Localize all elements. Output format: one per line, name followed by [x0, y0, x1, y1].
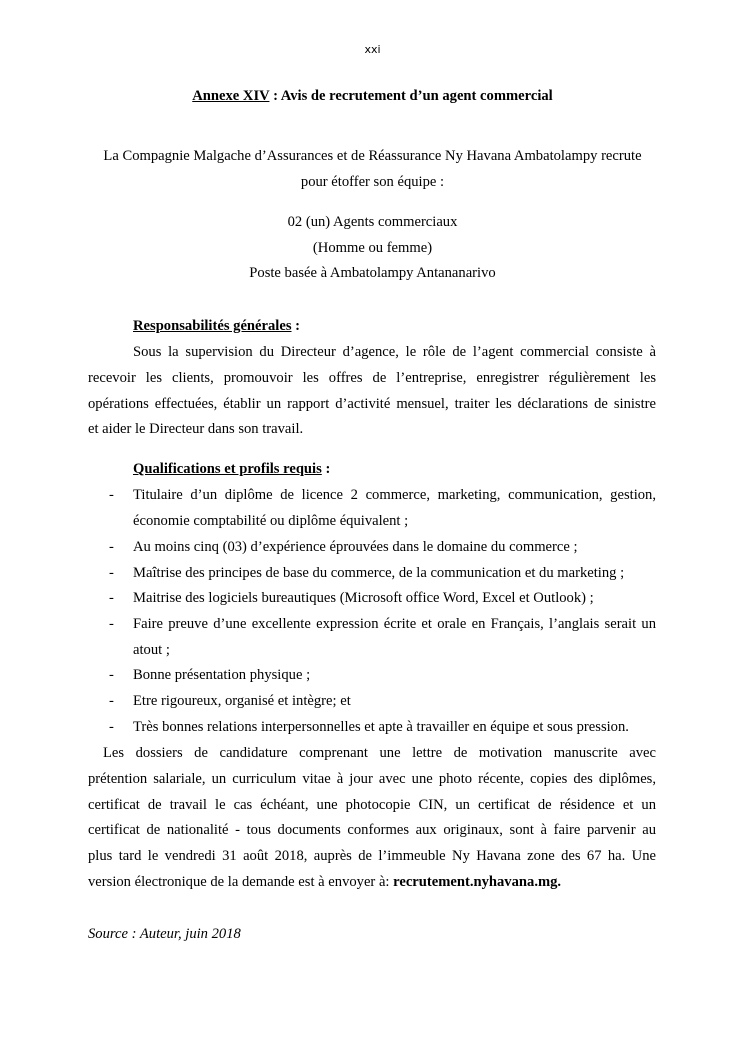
- qualifications-heading-colon: :: [321, 461, 331, 477]
- source-note: Source : Auteur, juin 2018: [88, 926, 241, 942]
- intro-line-2: pour étoffer son équipe :: [300, 174, 445, 190]
- annex-label: Annexe XIV: [192, 88, 270, 104]
- bullet-dash: -: [109, 719, 114, 735]
- qualification-item-3: Maîtrise des principes de base du commerce, de la communication et du marketing ;: [133, 565, 625, 581]
- qualification-item-5-line-2: atout ;: [133, 642, 170, 658]
- qualification-item-1-line-1: Titulaire d’un diplôme de licence 2 commerce, marketing, communication, gestion,: [133, 487, 656, 503]
- intro-line-1: La Compagnie Malgache d’Assurances et de Réassurance Ny Havana Ambatolampy recrute: [103, 148, 642, 164]
- application-line-4: certificat de nationalité - tous documents conformes aux originaux, sont à faire parvenir au: [88, 822, 656, 838]
- page-title: [0, 88, 745, 105]
- responsibilities-heading-text: Responsabilités générales: [133, 318, 292, 334]
- bullet-dash: -: [109, 667, 114, 683]
- application-line-5: plus tard le vendredi 31 août 2018, auprès de l’immeuble Ny Havana zone des 67 ha. Une: [88, 848, 656, 864]
- responsibilities-heading: [133, 318, 300, 335]
- page-number: xxi: [364, 43, 381, 56]
- bullet-dash: -: [109, 616, 114, 632]
- qualification-item-4: Maitrise des logiciels bureautiques (Microsoft office Word, Excel et Outlook) ;: [133, 590, 594, 606]
- application-line-1: Les dossiers de candidature comprenant une lettre de motivation manuscrite avec: [103, 745, 656, 761]
- title-text: : Avis de recrutement d’un agent commercial: [269, 88, 553, 104]
- qualifications-heading: [133, 461, 330, 478]
- application-line-6-text: version électronique de la demande est à envoyer à:: [88, 874, 394, 890]
- responsibilities-line-3: opérations effectuées, établir un rapport d’activité mensuel, traiter les déclarations de sinistre: [88, 396, 656, 412]
- responsibilities-line-1: Sous la supervision du Directeur d’agence, le rôle de l’agent commercial consiste à: [133, 344, 656, 360]
- position-location: Poste basée à Ambatolampy Antananarivo: [249, 265, 496, 281]
- responsibilities-line-2: recevoir les clients, promouvoir les offres de l’entreprise, enregistrer régulièrement les: [88, 370, 656, 386]
- bullet-dash: -: [109, 693, 114, 709]
- qualification-item-8: Très bonnes relations interpersonnelles et apte à travailler en équipe et sous pression.: [133, 719, 629, 735]
- responsibilities-heading-colon: :: [291, 318, 301, 334]
- position-count: 02 (un) Agents commerciaux: [287, 214, 458, 230]
- application-email: recrutement.nyhavana.mg.: [393, 874, 562, 890]
- responsibilities-line-4: et aider le Directeur dans son travail.: [88, 421, 304, 437]
- bullet-dash: -: [109, 590, 114, 606]
- application-line-3: certificat de travail le cas échéant, une photocopie CIN, un certificat de résidence et un: [88, 797, 656, 813]
- bullet-dash: -: [109, 487, 114, 503]
- bullet-dash: -: [109, 539, 114, 555]
- qualification-item-6: Bonne présentation physique ;: [133, 667, 311, 683]
- application-line-6: [88, 874, 561, 891]
- qualification-item-5-line-1: Faire preuve d’une excellente expression écrite et orale en Français, l’anglais serait un: [133, 616, 656, 632]
- qualification-item-7: Etre rigoureux, organisé et intègre; et: [133, 693, 351, 709]
- qualifications-heading-text: Qualifications et profils requis: [133, 461, 322, 477]
- bullet-dash: -: [109, 565, 114, 581]
- position-gender: (Homme ou femme): [312, 240, 433, 256]
- qualification-item-1-line-2: économie comptabilité ou diplôme équivalent ;: [133, 513, 409, 529]
- application-line-2: prétention salariale, un curriculum vitae à jour avec une photo récente, copies des diplômes,: [88, 771, 656, 787]
- qualification-item-2: Au moins cinq (03) d’expérience éprouvées dans le domaine du commerce ;: [133, 539, 578, 555]
